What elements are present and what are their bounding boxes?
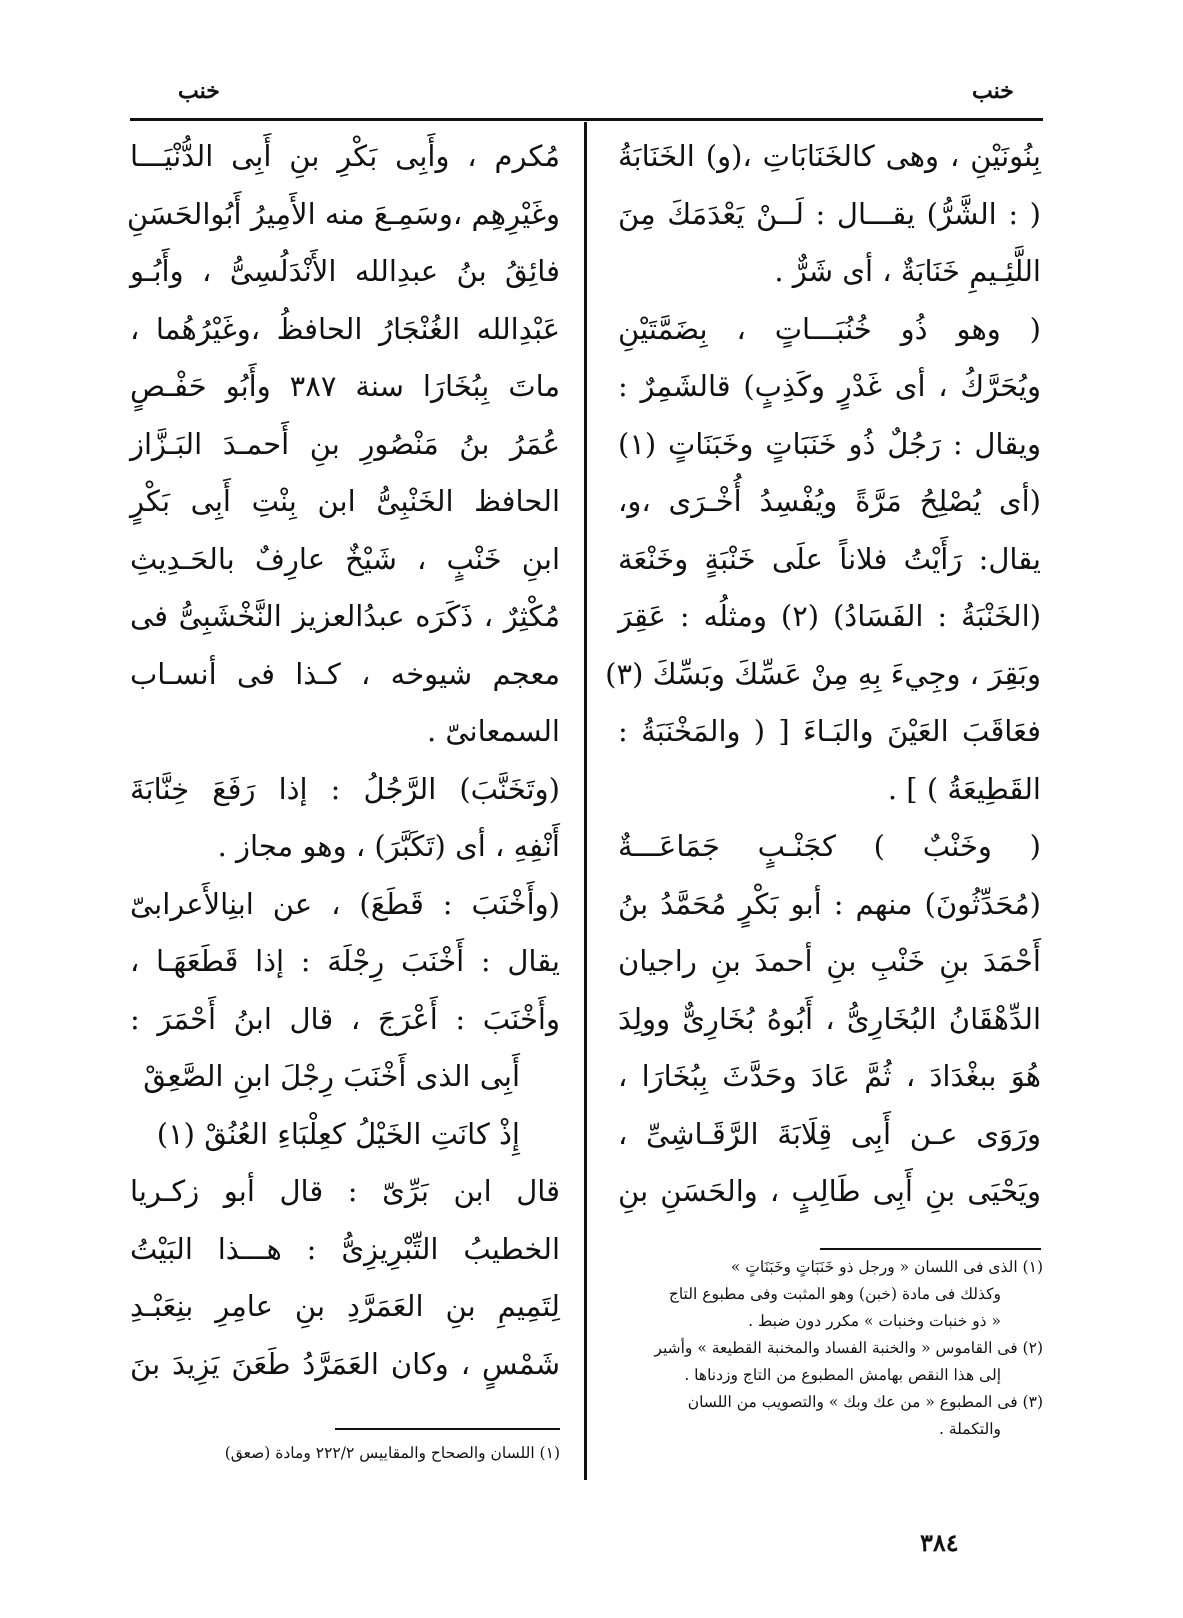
text-line: يقال: رَأَيْتُ فلاناً علَى خَنْبَةٍ وخَنْعَة [618, 541, 1041, 576]
text-line: هُوَ ببغْدَادَ ، ثُمَّ عَادَ وحَدَّثَ بِبُخَارَا ، [618, 1059, 1041, 1093]
text-line: يقال : أَخْنَبَ رِجْلَهَ : إذا قَطَعَهَـا ، [130, 944, 560, 978]
footnote-line: (١) اللسان والصحاح والمقاييس ٢٢٢/٢ ومادة (صعق) [224, 1444, 560, 1462]
text-line: بِنُونَيْنِ ، وهى كالخَنَابَاتِ ،(و) الخَنَابَةُ [618, 139, 1041, 173]
text-line: وأَخْنَبَ : أَعْرَجَ ، قال ابنُ أَحْمَرَ : [130, 1001, 560, 1036]
text-line: مُكرم ، وأَبِى بَكْرِ بنِ أَبِى الدُّنْيَـــا [130, 139, 560, 173]
running-header-right: خنب [972, 78, 1014, 104]
text-line: عُمَرُ بنُ مَنْصُورِ بنِ أَحمـدَ البَـزَّاز [130, 426, 560, 461]
page-number: ٣٨٤ [920, 1528, 959, 1557]
footnote-line: « ذو خنبات وخنبات » مكرر دون ضبط . [748, 1312, 1001, 1330]
text-line: أَحْمَدَ بنِ خَنْبِ بنِ أحمدَ بنِ راجيان [618, 944, 1041, 978]
footnote-line: (١) الذى فى اللسان « ورجل ذو خَنَبَاتٍ وخَبَنَاتٍ » [730, 1258, 1043, 1276]
text-line: معجم شيوخه ، كـذا فى أنسـاب [130, 656, 560, 691]
text-line: ويَحْيَى بنِ أَبِى طَالِبٍ ، والحَسَنِ بنِ [618, 1174, 1041, 1208]
column-divider [584, 122, 587, 1480]
text-line: الحافظ الخَنْبِىُّ ابن بِنْتِ أَبِى بَكْرٍ [130, 484, 560, 518]
text-line: (وتَخَنَّبَ) الرَّجُلُ : إذا رَفَعَ خِنَّابَةَ [130, 771, 560, 806]
right-column [605, 128, 1042, 1221]
text-line: السمعانىّ . [426, 714, 560, 748]
text-line: أَنْفِهِ ، أى (تَكَبَّرَ) ، وهو مجاز . [217, 829, 560, 863]
text-line: ويُحَرَّكُ ، أى غَدْرٍ وكَذِبٍ) قالشَمِرٌ : [618, 369, 1041, 403]
footnote-line: (٢) فى القاموس « والخنبة الفساد والمخنبة القطيعة » وأشير [654, 1339, 1043, 1357]
text-line: ابنِ خَنْبٍ ، شَيْخٌ عارِفٌ بالحَـدِيثِ [130, 541, 560, 576]
text-line: (وأَخْنَبَ : قَطَعَ) ، عن ابنِالأَعرابىّ [130, 886, 560, 921]
text-line: فعَاقَبَ العَيْنَ والبَـاءَ [ ( والمَخْنَبَةُ : [618, 714, 1041, 748]
text-line: ( وخَنْبٌ ) كجَنْـبٍ جَمَاعَـــةٌ [618, 829, 1041, 863]
footnote-line: إلى هذا النقص بهامش المطبوع من التاج وزدناها . [684, 1366, 1001, 1384]
text-line: شَمْسٍ ، وكان العَمَرَّدُ طَعَنَ يَزِيدَ بنَ [130, 1346, 560, 1381]
footnote-line: وكذلك فى مادة (خبن) وهو المثبت وفى مطبوع التاج [668, 1285, 1001, 1303]
text-line: (مُحَدِّثُونَ) منهم : أبو بَكْرٍ مُحَمَّدُ بنُ [618, 886, 1041, 921]
text-line: ( وهو ذُو خُنُبَـــاتٍ ، بِضَمَّتَيْنِ [618, 311, 1041, 346]
text-line: الدِّهْقَانُ البُخَارِىُّ ، أَبُوهُ بُخَارِىٌّ وولِدَ [618, 1001, 1041, 1036]
text-line: ورَوَى عـن أَبِى قِلَابَةَ الرَّقَـاشِىِّ ، [618, 1116, 1041, 1151]
footnote-rule-left [335, 1428, 560, 1430]
footnotes-right [618, 1254, 1043, 1443]
text-line: فائِقُ بنُ عبدِالله الأَنْدَلُسِىُّ ، وأَبُـو [130, 254, 560, 288]
verse-line: أَبِى الذى أَخْنَبَ رِجْلَ ابنِ الصَّعِقْ [143, 1059, 520, 1093]
header-rule [130, 118, 1043, 121]
text-line: عَبْدِالله الغُنْجَارُ الحافظُ ،وغَيْرُهُما ، [130, 311, 560, 346]
text-line: قال ابن بَرِّىّ : قال أبو زكـريا [130, 1174, 560, 1208]
text-line: مُكْثِرٌ ، ذَكَرَه عبدُالعزيز النَّخْشَبِىُّ فى [130, 599, 560, 633]
footnote-rule-right [820, 1248, 1041, 1250]
text-line: ( : الشَّرُّ) يقـــال : لَــنْ يَعْدَمَكَ مِنَ [618, 196, 1041, 231]
verse-line: إِذْ كانَتِ الخَيْلُ كعِلْبَاءِ العُنُقْ (١) [156, 1116, 520, 1151]
text-line: (أى يُصْلِحُ مَرَّةً ويُفْسِدُ أُخْـرَى ،و، [618, 484, 1041, 518]
footnotes-left [126, 1440, 560, 1467]
text-line: (الخَنْبَةُ : الفَسَادُ) (٢) ومثلُه : عَقِرَ [618, 599, 1042, 633]
text-line: وغَيْرِهِم ،وسَمِـعَ منه الأَمِيرُ أَبُوالحَسَنِ [126, 196, 560, 231]
text-line: ماتَ بِبُخَارَا سنة ٣٨٧ وأَبُو حَفْـصٍ [130, 369, 560, 403]
text-line: القَطِيعَةُ ) ] . [887, 771, 1041, 806]
running-header-left: خنب [178, 78, 220, 104]
left-column [126, 128, 560, 1393]
text-line: الخطيبُ التِّبْرِيزِىُّ : هـــذا البَيْتُ [130, 1231, 560, 1266]
text-line: ويقال : رَجُلٌ ذُو خَنَبَاتٍ وخَبَنَاتٍ (١) [618, 426, 1041, 461]
text-line: لِتَمِيمِ بنِ العَمَرَّدِ بنِ عامِرِ بنِعَبْـدِ [130, 1289, 560, 1323]
text-line: اللَّئِـيمِ خَنَابَةٌ ، أى شَرٌّ . [774, 254, 1041, 288]
footnote-line: (٣) فى المطبوع « من عك وبك » والتصويب من اللسان [687, 1393, 1043, 1411]
text-line: وبَقِرَ ، وجِيءَ بِهِ مِنْ عَسِّكَ وبَسِّكَ (٣) [605, 656, 1041, 691]
footnote-line: والتكملة . [938, 1420, 1001, 1438]
